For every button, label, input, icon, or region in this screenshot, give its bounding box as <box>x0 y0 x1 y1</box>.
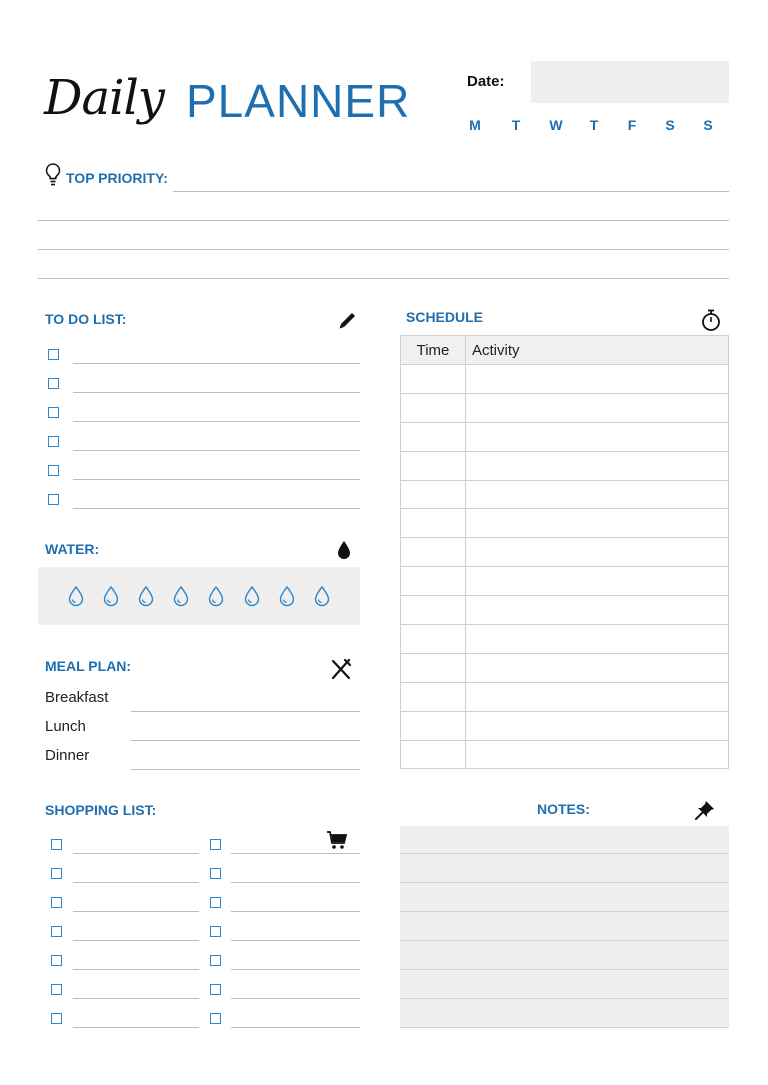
stopwatch-icon <box>700 308 722 332</box>
water-glass-icon[interactable] <box>243 585 261 607</box>
fork-knife-icon <box>329 657 353 681</box>
meal-breakfast-line[interactable] <box>131 711 360 712</box>
water-glass-icon[interactable] <box>137 585 155 607</box>
schedule-time-cell[interactable] <box>401 653 466 682</box>
schedule-activity-cell[interactable] <box>466 711 729 740</box>
water-glass-icon[interactable] <box>207 585 225 607</box>
schedule-activity-header: Activity <box>466 336 729 365</box>
schedule-header-row <box>401 336 729 365</box>
table-row <box>401 596 729 625</box>
shopping-line[interactable] <box>231 853 360 854</box>
shopping-checkbox[interactable] <box>51 868 62 879</box>
day-friday[interactable]: F <box>627 117 637 133</box>
schedule-time-cell[interactable] <box>401 509 466 538</box>
water-glass-icon[interactable] <box>278 585 296 607</box>
todo-line[interactable] <box>73 450 360 451</box>
date-field[interactable] <box>531 61 729 103</box>
shopping-line[interactable] <box>73 969 199 970</box>
todo-line[interactable] <box>73 392 360 393</box>
todo-checkbox[interactable] <box>48 378 59 389</box>
shopping-checkbox[interactable] <box>51 897 62 908</box>
table-row <box>401 538 729 567</box>
water-glass-icon[interactable] <box>102 585 120 607</box>
water-glass-icon[interactable] <box>172 585 190 607</box>
schedule-activity-cell[interactable] <box>466 451 729 480</box>
notes-line <box>400 940 729 941</box>
shopping-checkbox[interactable] <box>51 955 62 966</box>
shopping-checkbox[interactable] <box>210 839 221 850</box>
shopping-line[interactable] <box>231 940 360 941</box>
schedule-activity-cell[interactable] <box>466 740 729 769</box>
schedule-time-cell[interactable] <box>401 393 466 422</box>
shopping-line[interactable] <box>231 969 360 970</box>
table-row <box>401 365 729 394</box>
shopping-checkbox[interactable] <box>51 984 62 995</box>
water-drop-icon <box>336 539 352 561</box>
schedule-time-cell[interactable] <box>401 422 466 451</box>
table-row <box>401 451 729 480</box>
schedule-activity-cell[interactable] <box>466 480 729 509</box>
water-glass-icon[interactable] <box>67 585 85 607</box>
pencil-icon <box>337 309 359 331</box>
priority-line[interactable] <box>173 191 729 192</box>
schedule-activity-cell[interactable] <box>466 653 729 682</box>
notes-label: NOTES: <box>537 801 590 817</box>
schedule-time-cell[interactable] <box>401 538 466 567</box>
shopping-line[interactable] <box>73 882 199 883</box>
table-row <box>401 393 729 422</box>
shopping-checkbox[interactable] <box>51 926 62 937</box>
shopping-line[interactable] <box>73 853 199 854</box>
todo-checkbox[interactable] <box>48 407 59 418</box>
schedule-activity-cell[interactable] <box>466 682 729 711</box>
notes-line <box>400 1027 729 1028</box>
table-row <box>401 625 729 654</box>
day-wednesday[interactable]: W <box>549 117 563 133</box>
shopping-checkbox[interactable] <box>210 926 221 937</box>
meal-lunch-label: Lunch <box>45 718 86 735</box>
schedule-table <box>400 335 729 769</box>
todo-checkbox[interactable] <box>48 494 59 505</box>
schedule-activity-cell[interactable] <box>466 509 729 538</box>
todo-checkbox[interactable] <box>48 349 59 360</box>
meal-dinner-label: Dinner <box>45 747 90 764</box>
notes-line <box>400 853 729 854</box>
day-tuesday[interactable]: T <box>511 117 521 133</box>
schedule-activity-cell[interactable] <box>466 567 729 596</box>
shopping-cart-icon <box>326 830 348 850</box>
notes-line <box>400 998 729 999</box>
table-row <box>401 740 729 769</box>
shopping-line[interactable] <box>231 911 360 912</box>
table-row <box>401 653 729 682</box>
water-label: WATER: <box>45 541 100 557</box>
shopping-checkbox[interactable] <box>210 1013 221 1024</box>
meal-dinner-line[interactable] <box>131 769 360 770</box>
day-monday[interactable]: M <box>469 117 481 133</box>
table-row <box>401 567 729 596</box>
schedule-time-header: Time <box>401 336 466 365</box>
todo-line[interactable] <box>73 363 360 364</box>
schedule-time-cell[interactable] <box>401 596 466 625</box>
notes-line <box>400 969 729 970</box>
notes-line <box>400 911 729 912</box>
meal-breakfast-label: Breakfast <box>45 689 109 706</box>
todo-line[interactable] <box>73 479 360 480</box>
table-row <box>401 711 729 740</box>
date-label: Date: <box>467 73 505 90</box>
todo-line[interactable] <box>73 421 360 422</box>
table-row <box>401 480 729 509</box>
notes-line <box>400 882 729 883</box>
todo-checkbox[interactable] <box>48 465 59 476</box>
table-row <box>401 682 729 711</box>
schedule-activity-cell[interactable] <box>466 365 729 394</box>
schedule-time-cell[interactable] <box>401 451 466 480</box>
schedule-time-cell[interactable] <box>401 711 466 740</box>
todo-label: TO DO LIST: <box>45 311 127 327</box>
shopping-line[interactable] <box>231 998 360 999</box>
schedule-time-cell[interactable] <box>401 480 466 509</box>
shopping-line[interactable] <box>73 911 199 912</box>
title-main: PLANNER <box>186 75 411 127</box>
pushpin-icon <box>694 799 716 821</box>
schedule-time-cell[interactable] <box>401 740 466 769</box>
water-glass-icon[interactable] <box>313 585 331 607</box>
schedule-label: SCHEDULE <box>406 309 484 325</box>
day-sunday[interactable]: S <box>703 117 713 133</box>
shopping-line[interactable] <box>73 1027 199 1028</box>
todo-checkbox[interactable] <box>48 436 59 447</box>
schedule-activity-cell[interactable] <box>466 596 729 625</box>
shopping-checkbox[interactable] <box>210 897 221 908</box>
priority-line[interactable] <box>38 249 729 250</box>
shopping-checkbox[interactable] <box>210 955 221 966</box>
schedule-activity-cell[interactable] <box>466 393 729 422</box>
water-tracker <box>38 567 360 625</box>
meal-plan-label: MEAL PLAN: <box>45 658 132 674</box>
shopping-checkbox[interactable] <box>51 839 62 850</box>
day-saturday[interactable]: S <box>665 117 675 133</box>
shopping-checkbox[interactable] <box>210 868 221 879</box>
schedule-activity-cell[interactable] <box>466 625 729 654</box>
todo-line[interactable] <box>73 508 360 509</box>
title-script: Daily <box>44 70 164 126</box>
lightbulb-icon <box>44 162 62 188</box>
top-priority-label: TOP PRIORITY: <box>66 170 168 186</box>
shopping-list-label: SHOPPING LIST: <box>45 802 157 818</box>
shopping-checkbox[interactable] <box>51 1013 62 1024</box>
priority-line[interactable] <box>38 278 729 279</box>
day-thursday[interactable]: T <box>589 117 599 133</box>
shopping-line[interactable] <box>231 1027 360 1028</box>
shopping-line[interactable] <box>231 882 360 883</box>
meal-lunch-line[interactable] <box>131 740 360 741</box>
schedule-time-cell[interactable] <box>401 682 466 711</box>
table-row <box>401 509 729 538</box>
shopping-checkbox[interactable] <box>210 984 221 995</box>
shopping-line[interactable] <box>73 998 199 999</box>
priority-line[interactable] <box>38 220 729 221</box>
schedule-time-cell[interactable] <box>401 625 466 654</box>
schedule-time-cell[interactable] <box>401 365 466 394</box>
schedule-activity-cell[interactable] <box>466 538 729 567</box>
schedule-activity-cell[interactable] <box>466 422 729 451</box>
table-row <box>401 422 729 451</box>
schedule-time-cell[interactable] <box>401 567 466 596</box>
shopping-line[interactable] <box>73 940 199 941</box>
